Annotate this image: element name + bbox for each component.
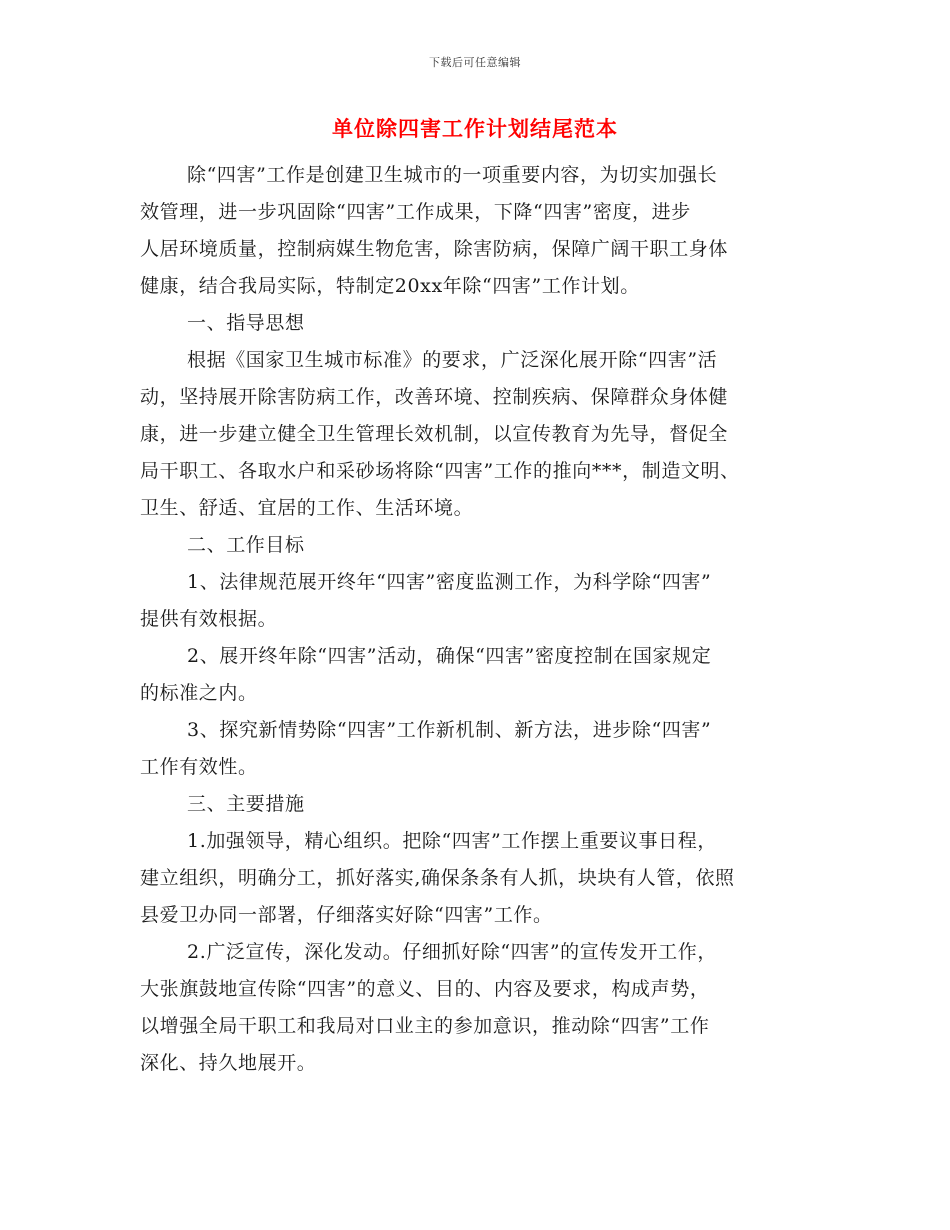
text-line: 康，进一步建立健全卫生管理长效机制，以宣传教育为先导，督促全 [140,423,729,445]
text-line: 二、工作目标 [187,534,305,556]
text-line: 效管理，进一步巩固除“四害”工作成果，下降“四害”密度，进步 [140,201,691,223]
text-line: 健康，结合我局实际，特制定20xx年除“四害”工作计划。 [140,275,640,297]
text-line: 一、指导思想 [187,312,305,334]
text-line: 的标准之内。 [140,682,258,704]
text-line: 2.广泛宣传，深化发动。仔细抓好除“四害”的宣传发开工作， [187,941,717,963]
text-line: 2、展开终年除“四害”活动，确保“四害”密度控制在国家规定 [187,645,712,667]
text-line: 人居环境质量，控制病媒生物危害，除害防病，保障广阔干职工身体 [140,238,729,260]
text-line: 深化、持久地展开。 [140,1052,317,1074]
header-note: 下载后可任意编辑 [429,56,521,69]
text-line: 三、主要措施 [187,793,305,815]
text-line: 大张旗鼓地宣传除“四害”的意义、目的、内容及要求，构成声势， [140,978,710,1000]
text-line: 建立组织，明确分工，抓好落实,确保条条有人抓，块块有人管，依照 [140,867,735,889]
document-body [140,157,840,1082]
text-line: 提供有效根据。 [140,608,278,630]
text-line: 县爱卫办同一部署，仔细落实好除“四害”工作。 [140,904,553,926]
text-line: 卫生、舒适、宜居的工作、生活环境。 [140,497,474,519]
text-line: 3、探究新情势除“四害”工作新机制、新方法，进步除“四害” [187,719,712,741]
text-line: 除“四害”工作是创建卫生城市的一项重要内容，为切实加强长 [187,164,718,186]
text-line: 工作有效性。 [140,756,258,778]
text-line: 1.加强领导，精心组织。把除“四害”工作摆上重要议事日程， [187,830,717,852]
text-line: 以增强全局干职工和我局对口业主的参加意识，推动除“四害”工作 [140,1015,710,1037]
text-line: 根据《国家卫生城市标准》的要求，广泛深化展开除“四害”活 [187,349,718,371]
text-line: 局干职工、各取水户和采砂场将除“四害”工作的推向***，制造文明、 [140,460,740,482]
text-line: 1、法律规范展开终年“四害”密度监测工作，为科学除“四害” [187,571,712,593]
text-line: 动，坚持展开除害防病工作，改善环境、控制疾病、保障群众身体健 [140,386,729,408]
document-title: 单位除四害工作计划结尾范本 [332,116,618,141]
